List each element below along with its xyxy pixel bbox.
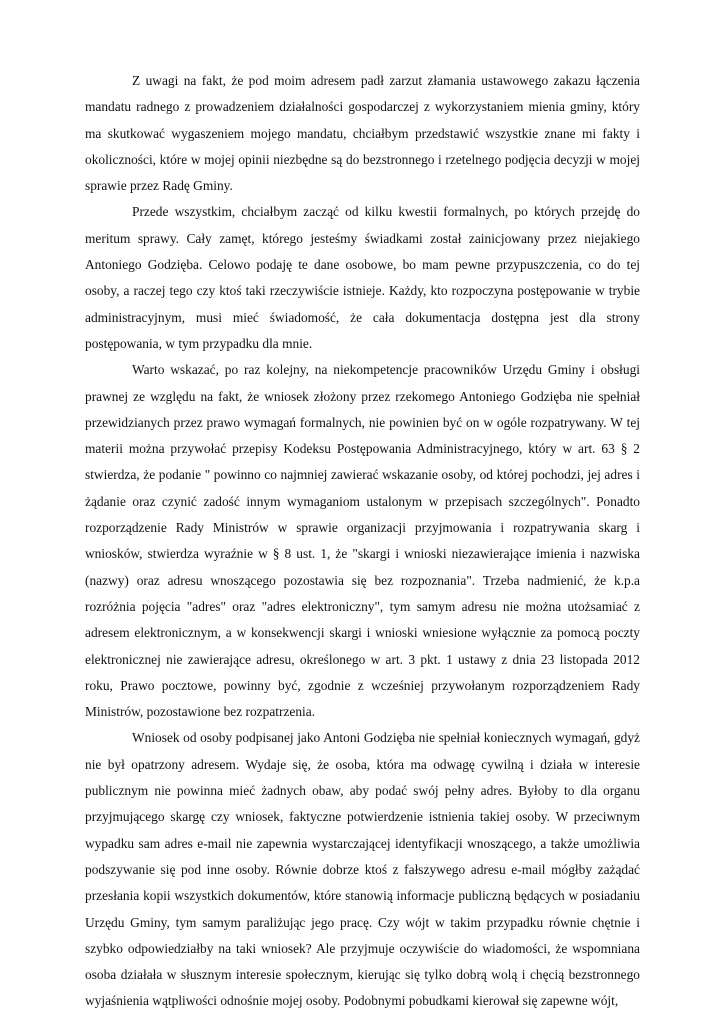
paragraph-1: Z uwagi na fakt, że pod moim adresem padł zarzut złamania ustawowego zakazu łączenia mandatu radnego z prowadzeniem działalności gospodarczej z wykorzystaniem mienia gminy, który ma skutkować wygaszeniem mojego mandatu, chciałbym przedstawić wszystkie znane mi fakty i okoliczności, które w mojej opinii niezbędne są do bezstronnego i rzetelnego podjęcia decyzji w mojej sprawie przez Radę Gminy. (85, 73, 640, 194)
paragraph-3: Warto wskazać, po raz kolejny, na niekompetencje pracowników Urzędu Gminy i obsługi prawnej ze względu na fakt, że wniosek złożony przez rzekomego Antoniego Godzięba nie spełniał przewidzianych przez prawo wymagań formalnych, nie powinien być on w ogóle rozpatrywany. W tej materii można przywołać przepisy Kodeksu Postępowania Administracyjnego, który w art. 63 § 2 stwierdza, że podanie " powinno co najmniej zawierać wskazanie osoby, od której pochodzi, jej adres i żądanie oraz czynić zadość innym wymaganiom ustalonym w przepisach szczególnych". Ponadto rozporządzenie Rady Ministrów w sprawie organizacji przyjmowania i rozpatrywania skarg i wniosków, stwierdza wyraźnie w § 8 ust. 1, że "skargi i wnioski niezawierające imienia i nazwiska (nazwy) oraz adresu wnoszącego pozostawia się bez rozpoznania". Trzeba nadmienić, że k.p.a rozróżnia pojęcia "adres" oraz "adres elektroniczny", tym samym adresu nie można utożsamiać z adresem elektronicznym, a w konsekwencji skargi i wnioski wniesione wyłącznie za pomocą poczty elektronicznej nie zawierające adresu, określonego w art. 3 pkt. 1 ustawy z dnia 23 listopada 2012 roku, Prawo pocztowe, powinny być, zgodnie z wcześniej przywołanym rozporządzeniem Rady Ministrów, pozostawione bez rozpatrzenia. (85, 362, 640, 720)
paragraph-4: Wniosek od osoby podpisanej jako Antoni Godzięba nie spełniał koniecznych wymagań, gdyż nie był opatrzony adresem. Wydaje się, że osoba, która ma odwagę cywilną i działa w interesie publicznym nie powinna mieć żadnych obaw, aby podać swój pełny adres. Byłoby to dla organu przyjmującego skargę czy wniosek, faktyczne potwierdzenie istnienia takiej osoby. W przeciwnym wypadku sam adres e-mail nie zapewnia wystarczającej identyfikacji wnoszącego, a także umożliwia podszywanie się pod inne osoby. Równie dobrze ktoś z fałszywego adresu e-mail mógłby zażądać przesłania kopii wszystkich dokumentów, które stanowią informacje publiczną będących w posiadaniu Urzędu Gminy, tym samym paraliżując jego pracę. Czy wójt w takim przypadku równie chętnie i szybko odpowiedziałby na taki wniosek? Ale przyjmuje oczywiście do wiadomości, że wspomniana osoba działała w słusznym interesie społecznym, kierując się tylko dobrą wolą i chęcią bezstronnego wyjaśnienia wątpliwości odnośnie mojej osoby. Podobnymi pobudkami kierował się zapewne wójt, (85, 730, 640, 1009)
paragraph-2: Przede wszystkim, chciałbym zacząć od kilku kwestii formalnych, po których przejdę do meritum sprawy. Cały zamęt, którego jesteśmy świadkami został zainicjowany przez niejakiego Antoniego Godzięba. Celowo podaję te dane osobowe, bo mam pewne przypuszczenia, co do tej osoby, a raczej tego czy ktoś taki rzeczywiście istnieje. Każdy, kto rozpoczyna postępowanie w trybie administracyjnym, musi mieć świadomość, że cała dokumentacja dostępna jest dla strony postępowania, w tym przypadku dla mnie. (85, 204, 640, 351)
document-page (85, 68, 640, 1015)
